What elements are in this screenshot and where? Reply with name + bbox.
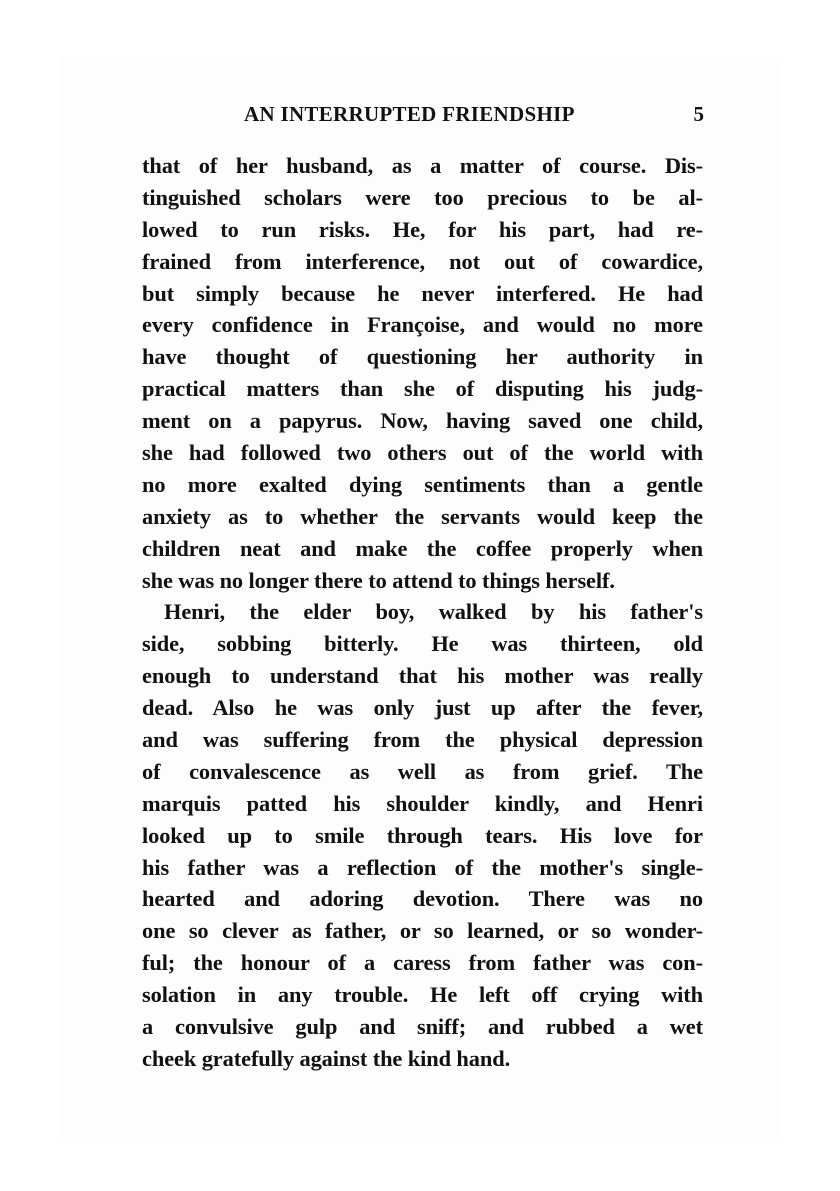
text-line: his father was a reflection of the mother's single- [142, 854, 703, 880]
text-line: solation in any trouble. He left off crying with [142, 982, 703, 1008]
body-text [142, 150, 703, 1075]
text-line: but simply because he never interfered. He had [142, 280, 703, 306]
text-line: practical matters than she of disputing his judg- [142, 376, 703, 402]
text-line: that of her husband, as a matter of course. Dis- [142, 153, 703, 178]
text-line: ment on a papyrus. Now, having saved one child, [142, 408, 703, 434]
page-number: 5 [693, 102, 704, 126]
text-line: a convulsive gulp and sniff; and rubbed a wet [142, 1014, 703, 1040]
text-line: tinguished scholars were too precious to be al- [142, 184, 703, 210]
text-line: frained from interference, not out of cowardice, [142, 248, 703, 274]
text-line: she had followed two others out of the world with [142, 440, 703, 466]
text-line: looked up to smile through tears. His love for [142, 822, 703, 848]
text-line: have thought of questioning her authority in [142, 344, 703, 370]
paragraph-1 [142, 150, 703, 596]
text-line: lowed to run risks. He, for his part, had re- [142, 216, 703, 242]
text-line: no more exalted dying sentiments than a gentle [142, 471, 703, 497]
text-line: Henri, the elder boy, walked by his father's [164, 599, 703, 625]
text-line: enough to understand that his mother was really [142, 663, 703, 689]
text-line: marquis patted his shoulder kindly, and Henri [142, 790, 703, 816]
text-line: of convalescence as well as from grief. The [142, 758, 703, 784]
running-head [142, 97, 708, 131]
text-line: and was suffering from the physical depression [142, 727, 703, 753]
text-line: anxiety as to whether the servants would keep the [142, 503, 703, 529]
text-line: side, sobbing bitterly. He was thirteen, old [142, 631, 703, 657]
running-title: AN INTERRUPTED FRIENDSHIP [244, 102, 575, 126]
text-line: every confidence in Françoise, and would no more [142, 312, 703, 338]
text-line: she was no longer there to attend to things herself. [142, 567, 615, 593]
text-line: ful; the honour of a caress from father was con- [142, 950, 703, 976]
text-line: one so clever as father, or so learned, or so wonder- [142, 918, 703, 944]
text-line: hearted and adoring devotion. There was no [142, 886, 703, 912]
text-line: dead. Also he was only just up after the fever, [142, 695, 703, 721]
text-line: children neat and make the coffee properly when [142, 535, 703, 561]
text-line: cheek gratefully against the kind hand. [142, 1045, 511, 1071]
paragraph-2 [142, 596, 703, 1074]
